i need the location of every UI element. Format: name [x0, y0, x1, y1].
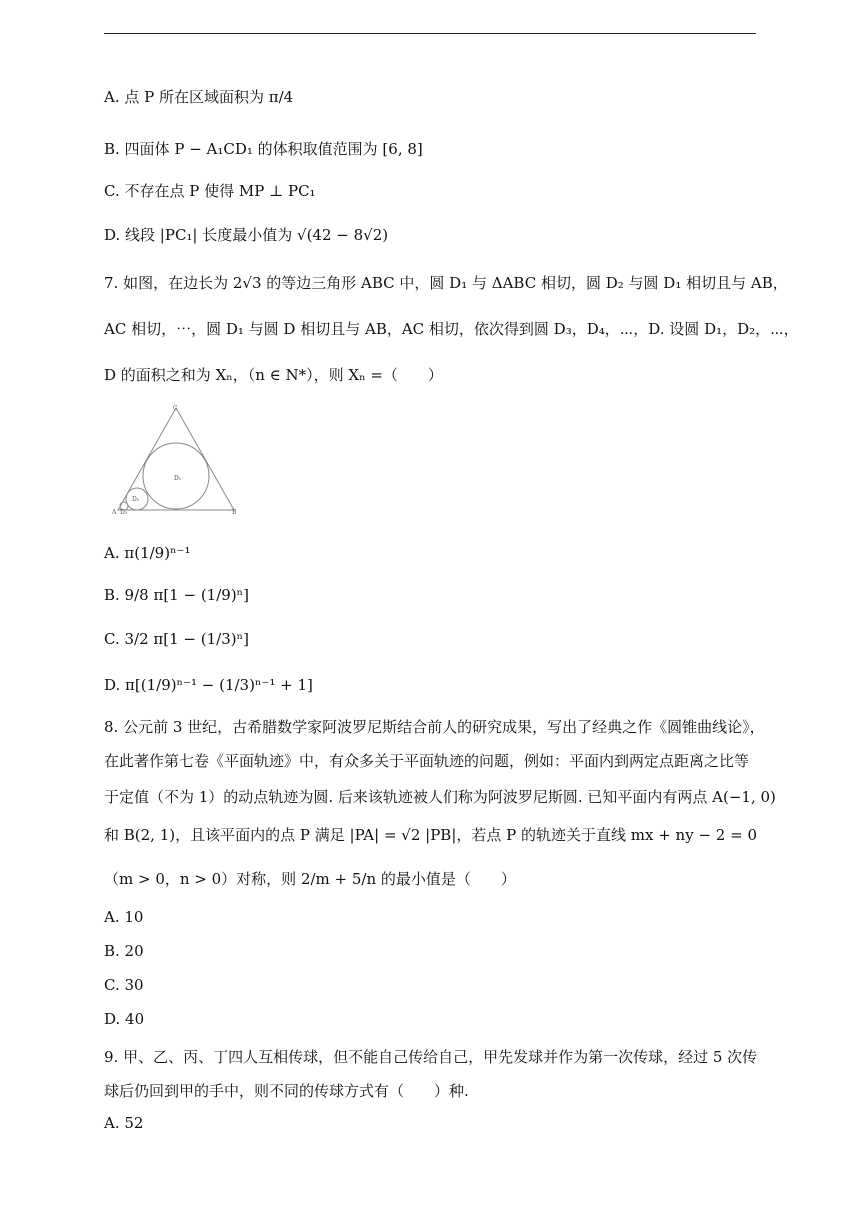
q7-stem-line1: 7. 如图，在边长为 2√3 的等边三角形 ABC 中，圆 D₁ 与 ΔABC 相切，圆 D₂ 与圆 D₁ 相切且与 AB， [104, 274, 788, 292]
triangle-circles-figure [112, 400, 242, 518]
q8-stem-line5: （m > 0，n > 0）对称，则 2/m + 5/n 的最小值是（ ） [104, 870, 516, 888]
q6-option-b: B. 四面体 P − A₁CD₁ 的体积取值范围为 [6, 8] [104, 140, 423, 158]
q8-stem-line2: 在此著作第七卷《平面轨迹》中，有众多关于平面轨迹的问题，例如：平面内到两定点距离之比等 [104, 752, 750, 770]
q9-stem-line1: 9. 甲、乙、丙、丁四人互相传球，但不能自己传给自己，甲先发球并作为第一次传球，经过 5 次传 [104, 1048, 758, 1066]
q8-option-d: D. 40 [104, 1010, 145, 1028]
q6-option-a: A. 点 P 所在区域面积为 π/4 [104, 88, 294, 106]
q7-stem-line2: AC 相切，⋯，圆 D₁ 与圆 D 相切且与 AB，AC 相切，依次得到圆 D₃，D₄，⋯，D. 设圆 D₁，D₂，⋯， [104, 320, 799, 338]
vertex-b-label: B [232, 509, 237, 516]
header-rule [104, 33, 756, 34]
q8-stem-line4: 和 B(2, 1)，且该平面内的点 P 满足 |PA| = √2 |PB|，若点 P 的轨迹关于直线 mx + ny − 2 = 0 [104, 826, 757, 844]
vertex-a-label: A [112, 509, 117, 516]
circle-d2-label: D₂ [132, 496, 140, 503]
q8-option-c: C. 30 [104, 976, 144, 994]
vertex-c-label: C [173, 405, 178, 412]
q7-option-c: C. 3/2 π[1 − (1/3)ⁿ] [104, 630, 249, 648]
q7-option-d: D. π[(1/9)ⁿ⁻¹ − (1/3)ⁿ⁻¹ + 1] [104, 676, 313, 694]
q8-stem-line1: 8. 公元前 3 世纪，古希腊数学家阿波罗尼斯结合前人的研究成果，写出了经典之作《圆锥曲线论》， [104, 718, 765, 736]
q7-option-b: B. 9/8 π[1 − (1/9)ⁿ] [104, 586, 250, 604]
q9-stem-line2: 球后仍回到甲的手中，则不同的传球方式有（ ）种. [104, 1082, 469, 1100]
q8-option-a: A. 10 [104, 908, 144, 926]
q8-option-b: B. 20 [104, 942, 144, 960]
q7-option-a: A. π(1/9)ⁿ⁻¹ [104, 544, 191, 562]
circle-d1-label: D₁ [174, 475, 182, 482]
q7-stem-line3: D 的面积之和为 Xₙ，（n ∈ N*），则 Xₙ =（ ） [104, 366, 443, 384]
q6-option-d: D. 线段 |PC₁| 长度最小值为 √(42 − 8√2) [104, 226, 389, 244]
q9-option-a: A. 52 [104, 1114, 144, 1132]
q8-stem-line3: 于定值（不为 1）的动点轨迹为圆. 后来该轨迹被人们称为阿波罗尼斯圆. 已知平面内有两点 A(−1, 0) [104, 788, 776, 806]
circle-d3-label: D₃ [120, 509, 128, 516]
q6-option-c: C. 不存在点 P 使得 MP ⊥ PC₁ [104, 182, 316, 200]
